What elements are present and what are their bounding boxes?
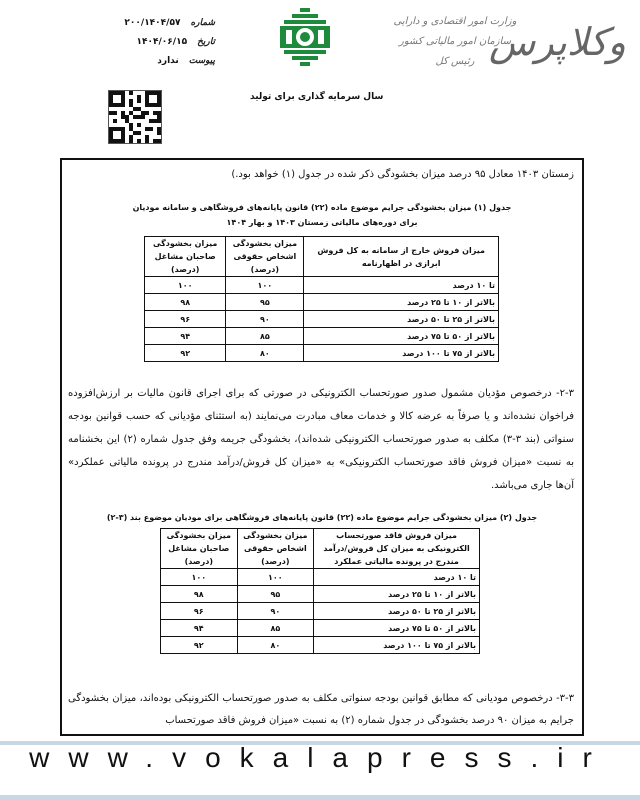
table-cell: ۹۸ (145, 294, 226, 311)
table-cell: ۱۰۰ (145, 277, 226, 294)
table-cell: ۹۲ (161, 637, 238, 654)
letter-attachment-row (95, 52, 215, 71)
letter-attachment-value: ندارد (157, 56, 179, 66)
table1-caption-line1: جدول (۱) میزان بخشودگی جرایم موضوع ماده (۲۲) قانون پایانه‌های فروشگاهی و سامانه مودیان (132, 203, 512, 212)
table-header-cell: میزان فروش خارج از سامانه به کل فروش ابرازی در اظهارنامه (304, 237, 499, 277)
table-row (145, 277, 499, 294)
penalty-table-1 (144, 236, 499, 362)
table-cell: تا ۱۰ درصد (314, 569, 480, 586)
table-cell: ۱۰۰ (237, 569, 314, 586)
ministry-logo (278, 6, 332, 68)
table1-caption-line2: برای دوره‌های مالیاتی زمستان ۱۴۰۳ و بهار ۱۴۰۴ (226, 218, 418, 227)
footer-website[interactable]: www.vokalapress.ir (29, 742, 611, 773)
table-header-cell: میزان بخشودگی صاحبان مشاغل (درصد) (145, 237, 226, 277)
table-cell: ۹۸ (161, 586, 238, 603)
table-header-cell: میزان بخشودگی اشخاص حقوقی (درصد) (237, 529, 314, 569)
letter-date-value: ۱۴۰۴/۰۶/۱۵ (136, 37, 188, 47)
brand-watermark: وکلاپرس (488, 20, 626, 64)
table-cell: ۹۰ (226, 311, 304, 328)
table-row (161, 620, 480, 637)
letter-attachment-label: پیوست (188, 56, 215, 66)
table-header-cell: میزان بخشودگی اشخاص حقوقی (درصد) (226, 237, 304, 277)
footer-stripe (0, 795, 640, 800)
table-row (145, 328, 499, 345)
table-cell: ۹۴ (145, 328, 226, 345)
table-header-cell: میزان فروش فاقد صورتحساب الکترونیکی به میزان کل فروش/درآمد مندرج در پرونده مالیاتی عملکرد (314, 529, 480, 569)
year-slogan: سال سرمایه گذاری برای تولید (250, 92, 384, 102)
letter-date-row (95, 33, 215, 52)
table-cell: ۹۴ (161, 620, 238, 637)
ministry-line: سازمان امور مالیاتی کشور (399, 36, 511, 47)
table-cell: بالاتر از ۲۵ تا ۵۰ درصد (314, 603, 480, 620)
table-cell: ۸۵ (237, 620, 314, 637)
table-cell: ۹۵ (237, 586, 314, 603)
letter-number-label: شماره (190, 18, 215, 28)
letter-number-value: ۲۰۰/۱۴۰۴/۵۷ (124, 18, 181, 28)
table-header-row (145, 237, 499, 277)
table2-caption: جدول (۲) میزان بخشودگی جرایم موضوع ماده (۲۲) قانون پایانه‌های فروشگاهی برای مودیان موضوع بند (۳-۲) (106, 513, 538, 522)
intro-line: زمستان ۱۴۰۳ معادل ۹۵ درصد میزان بخشودگی ذکر شده در جدول (۱) خواهد بود.) (231, 169, 574, 180)
table1-caption (72, 200, 572, 230)
table-cell: ۱۰۰ (161, 569, 238, 586)
table-row (161, 586, 480, 603)
table-row (161, 569, 480, 586)
table-cell: بالاتر از ۵۰ تا ۷۵ درصد (314, 620, 480, 637)
table-header-cell: میزان بخشودگی صاحبان مشاغل (درصد) (161, 529, 238, 569)
table-cell: ۹۵ (226, 294, 304, 311)
letter-number-row (95, 14, 215, 33)
clause-3-2: ۲-۳- درخصوص مؤدیان مشمول صدور صورتحساب الکترونیکی در صورتی که برای اجرای قانون مالیات بر ارزش‌افزوده فراخوان نشده‌اند و یا صرفاً به عرضه کالا و خدمات معاف مبادرت می‌نمایند (به استثنای مؤدیانی که حسب قوانین بودجه سنواتی (بند ۳-۳) مکلف به صدور صورتحساب الکترونیکی شده‌اند)، بخشودگی جریمه وفق جدول شماره (۲) این بخشنامه به نسبت «میزان فروش فاقد صورتحساب الکترونیکی» به «میزان کل فروش/درآمد مندرج در پرونده مالیاتی عملکرد» آن‌ها جاری می‌باشد. (68, 388, 574, 491)
letter-meta (95, 14, 215, 71)
table-row (145, 294, 499, 311)
table-row (145, 345, 499, 362)
document-body (60, 158, 584, 736)
qr-code (108, 90, 162, 144)
table-row (161, 637, 480, 654)
table-row (161, 603, 480, 620)
table-cell: بالاتر از ۵۰ تا ۷۵ درصد (304, 328, 499, 345)
clause-3-3: ۳-۳- درخصوص مودیانی که مطابق قوانین بودجه سنواتی مکلف به صدور صورتحساب الکترونیکی بوده‌اند، میزان بخشودگی جرایم به میزان ۹۰ درصد بخشودگی در جدول شماره (۲) به نسبت «میزان فروش فاقد صورتحساب (68, 693, 574, 726)
table-cell: بالاتر از ۱۰ تا ۲۵ درصد (314, 586, 480, 603)
penalty-table-2 (160, 528, 480, 654)
table-cell: بالاتر از ۱۰ تا ۲۵ درصد (304, 294, 499, 311)
table-header-row (161, 529, 480, 569)
table-cell: ۸۵ (226, 328, 304, 345)
ministry-line: وزارت امور اقتصادی و دارایی (393, 16, 517, 27)
table-cell: ۹۶ (145, 311, 226, 328)
table-cell: ۹۰ (237, 603, 314, 620)
table-row (145, 311, 499, 328)
table-cell: ۹۲ (145, 345, 226, 362)
ministry-line: رئیس کل (435, 56, 475, 67)
table-cell: ۱۰۰ (226, 277, 304, 294)
table-cell: بالاتر از ۷۵ تا ۱۰۰ درصد (314, 637, 480, 654)
table-cell: ۸۰ (237, 637, 314, 654)
table-cell: ۹۶ (161, 603, 238, 620)
letter-date-label: تاریخ (197, 37, 215, 47)
table-cell: بالاتر از ۲۵ تا ۵۰ درصد (304, 311, 499, 328)
table-cell: ۸۰ (226, 345, 304, 362)
table-cell: بالاتر از ۷۵ تا ۱۰۰ درصد (304, 345, 499, 362)
table-cell: تا ۱۰ درصد (304, 277, 499, 294)
